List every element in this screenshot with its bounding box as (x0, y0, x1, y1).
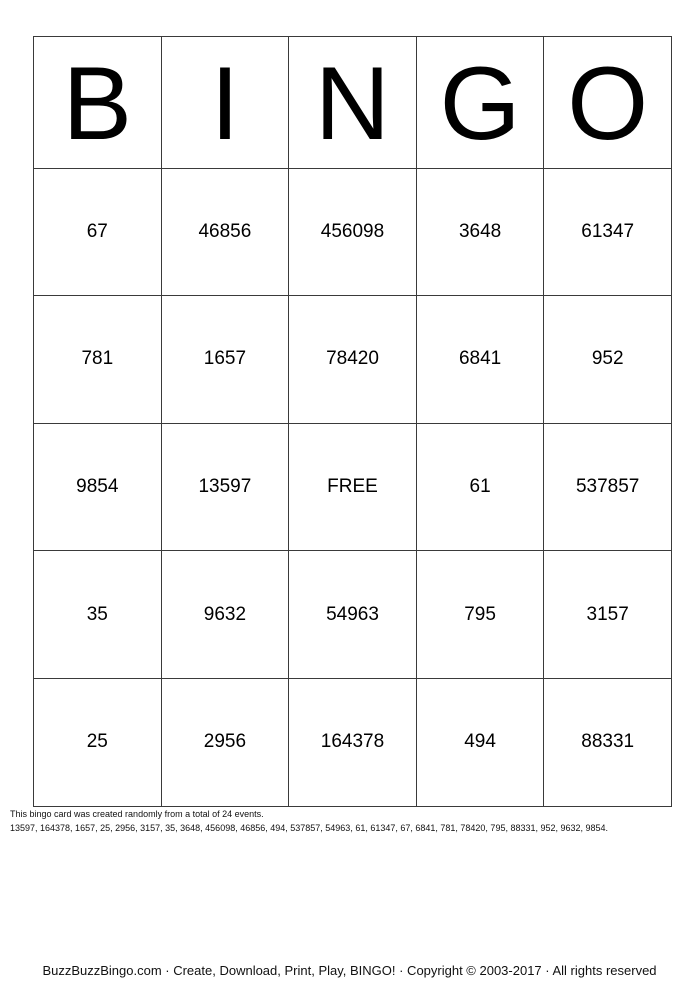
card-info (10, 807, 608, 835)
card-cell: 35 (34, 551, 162, 679)
header-letter-o: O (544, 37, 672, 169)
header-row (34, 37, 672, 169)
card-cell: 164378 (289, 678, 417, 806)
card-cell: 54963 (289, 551, 417, 679)
card-info-event-list: 13597, 164378, 1657, 25, 2956, 3157, 35, 3648, 456098, 46856, 494, 537857, 54963, 61, 61347, 67, 6841, 781, 78420, 795, 88331, 952, 9632, 9854. (10, 823, 609, 833)
card-cell: 13597 (161, 423, 289, 551)
card-cell: 78420 (289, 296, 417, 424)
card-row (34, 168, 672, 296)
card-row (34, 551, 672, 679)
header-letter-b: B (34, 37, 162, 169)
card-cell: 61 (416, 423, 544, 551)
card-row (34, 423, 672, 551)
header-letter-n: N (289, 37, 417, 169)
header-letter-g: G (416, 37, 544, 169)
card-cell: 3157 (544, 551, 672, 679)
footer-copyright: BuzzBuzzBingo.com · Create, Download, Print, Play, BINGO! · Copyright © 2003-2017 · All rights reserved (42, 963, 657, 978)
card-cell: 88331 (544, 678, 672, 806)
card-cell: 46856 (161, 168, 289, 296)
card-row (34, 678, 672, 806)
card-cell: 781 (34, 296, 162, 424)
card-cell: 61347 (544, 168, 672, 296)
card-cell: 9854 (34, 423, 162, 551)
card-cell: 25 (34, 678, 162, 806)
card-cell: 2956 (161, 678, 289, 806)
card-cell: 1657 (161, 296, 289, 424)
card-cell: 3648 (416, 168, 544, 296)
card-cell: 494 (416, 678, 544, 806)
card-cell: 67 (34, 168, 162, 296)
card-row (34, 296, 672, 424)
card-cell: 9632 (161, 551, 289, 679)
card-cell: 537857 (544, 423, 672, 551)
card-info-summary: This bingo card was created randomly from a total of 24 events. (10, 809, 264, 819)
card-cell: 456098 (289, 168, 417, 296)
header-letter-i: I (161, 37, 289, 169)
card-cell: 6841 (416, 296, 544, 424)
card-cell: 795 (416, 551, 544, 679)
bingo-card (33, 36, 672, 807)
free-space-cell: FREE (289, 423, 417, 551)
card-cell: 952 (544, 296, 672, 424)
